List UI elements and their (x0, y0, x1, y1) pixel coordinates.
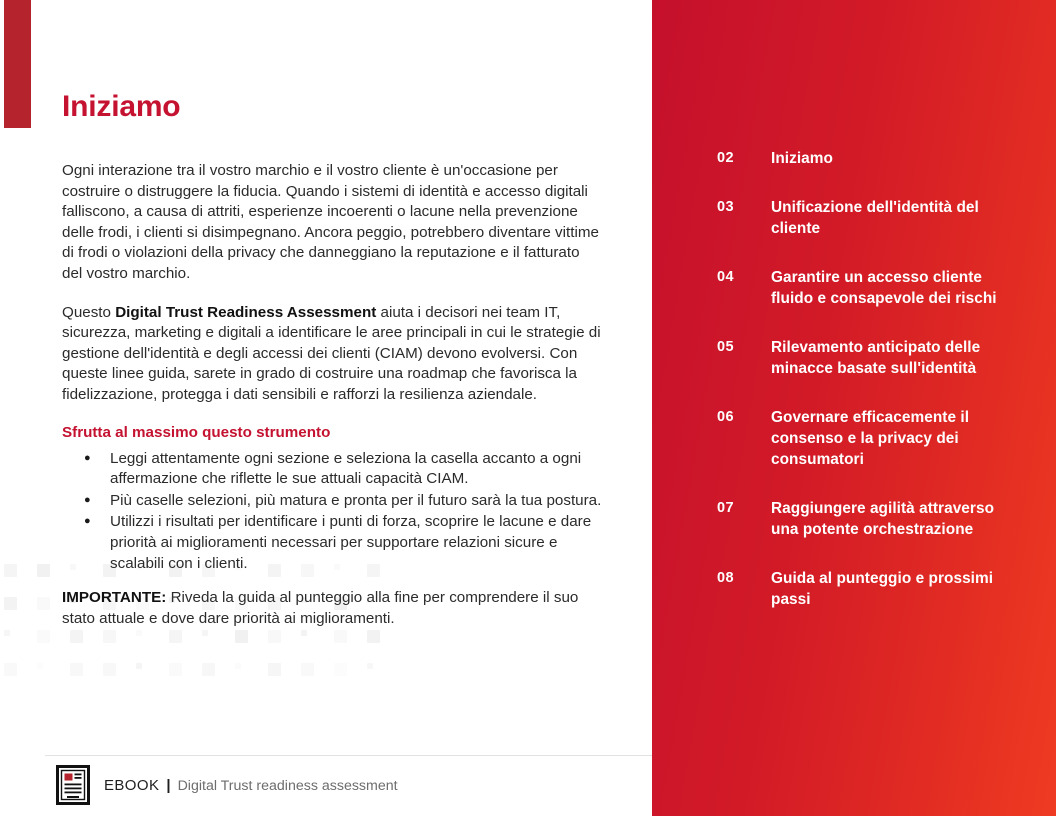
toc-number: 04 (717, 269, 734, 285)
toc-item-04[interactable] (717, 267, 1036, 309)
toc-item-07[interactable] (717, 498, 1036, 540)
footer-separator: | (166, 776, 171, 794)
toc-label: Garantire un accesso cliente fluido e consapevole dei rischi (771, 269, 997, 307)
assessment-paragraph-post: aiuta i decisori nei team IT, sicurezza, marketing e digitali a identificare le aree principali in cui le strategie di gestione dell'identità e degli accessi dei clienti (CIAM) devono evolversi. Con queste linee guida, sarete in grado di costruire una roadmap che favorisca la fidelizzazione, protegga i dati sensibili e rafforzi la resilienza aziendale. (62, 303, 601, 403)
footer-ebook-label: EBOOK (104, 776, 160, 794)
toc-number: 05 (717, 339, 734, 355)
footer-divider (45, 755, 652, 756)
footer (56, 765, 398, 805)
list-item: ● Leggi attentamente ogni sezione e seleziona la casella accanto a ogni affermazione che riflette le sue attuali capacità CIAM. (62, 449, 602, 490)
toc-number: 07 (717, 500, 734, 516)
footer-text (104, 777, 398, 794)
toc-number: 03 (717, 199, 734, 215)
toc-label: Rilevamento anticipato delle minacce basate sull'identità (771, 339, 981, 377)
intro-paragraph: Ogni interazione tra il vostro marchio e il vostro cliente è un'occasione per costruire o distruggere la fiducia. Quando i sistemi di identità e accesso digitali falliscono, a causa di attriti, esperienze incoerenti o lacune nella prevenzione delle frodi, i clienti si disimpegnano. Ancora peggio, potrebbero diventare vittime di frodi o violazioni della privacy che danneggiano la reputazione e il fatturato del vostro marchio. (62, 162, 599, 282)
toc-label: Governare efficacemente il consenso e la privacy dei consumatori (771, 409, 970, 468)
toc-number: 08 (717, 570, 734, 586)
important-note (62, 588, 602, 629)
toc-item-06[interactable] (717, 407, 1036, 470)
table-of-contents-panel (652, 0, 1056, 816)
toc-label: Raggiungere agilità attraverso una potente orchestrazione (771, 500, 995, 538)
assessment-paragraph (62, 303, 602, 406)
toc-number: 06 (717, 409, 734, 425)
assessment-paragraph-pre: Questo (62, 303, 116, 321)
body-content (62, 161, 602, 629)
toc-label: Unificazione dell'identità del cliente (771, 199, 979, 237)
important-label: IMPORTANTE: (62, 589, 167, 607)
toc-item-02[interactable] (717, 148, 1036, 169)
toc-label: Iniziamo (771, 150, 833, 167)
toc-number: 02 (717, 150, 734, 166)
toc-item-08[interactable] (717, 568, 1036, 610)
assessment-paragraph-bold: Digital Trust Readiness Assessment (115, 303, 377, 321)
list-item: ● Utilizzi i risultati per identificare i punti di forza, scoprire le lacune e dare priorità ai miglioramenti necessari per supportare relazioni sicure e scalabili con i clienti. (62, 512, 602, 574)
footer-subtitle: Digital Trust readiness assessment (177, 777, 398, 794)
important-text: Riveda la guida al punteggio alla fine per comprendere il suo stato attuale e dove dare priorità ai miglioramenti. (62, 589, 579, 627)
list-item: ● Più caselle selezioni, più matura e pronta per il futuro sarà la tua postura. (62, 491, 602, 512)
page-title: Iniziamo (62, 90, 181, 123)
tips-list (62, 449, 602, 575)
document-icon (56, 765, 90, 805)
toc-item-03[interactable] (717, 197, 1036, 239)
toc-item-05[interactable] (717, 337, 1036, 379)
toc-label: Guida al punteggio e prossimi passi (771, 570, 994, 608)
table-of-contents-list (717, 148, 1036, 638)
tips-sub-heading: Sfrutta al massimo questo strumento (62, 423, 331, 441)
